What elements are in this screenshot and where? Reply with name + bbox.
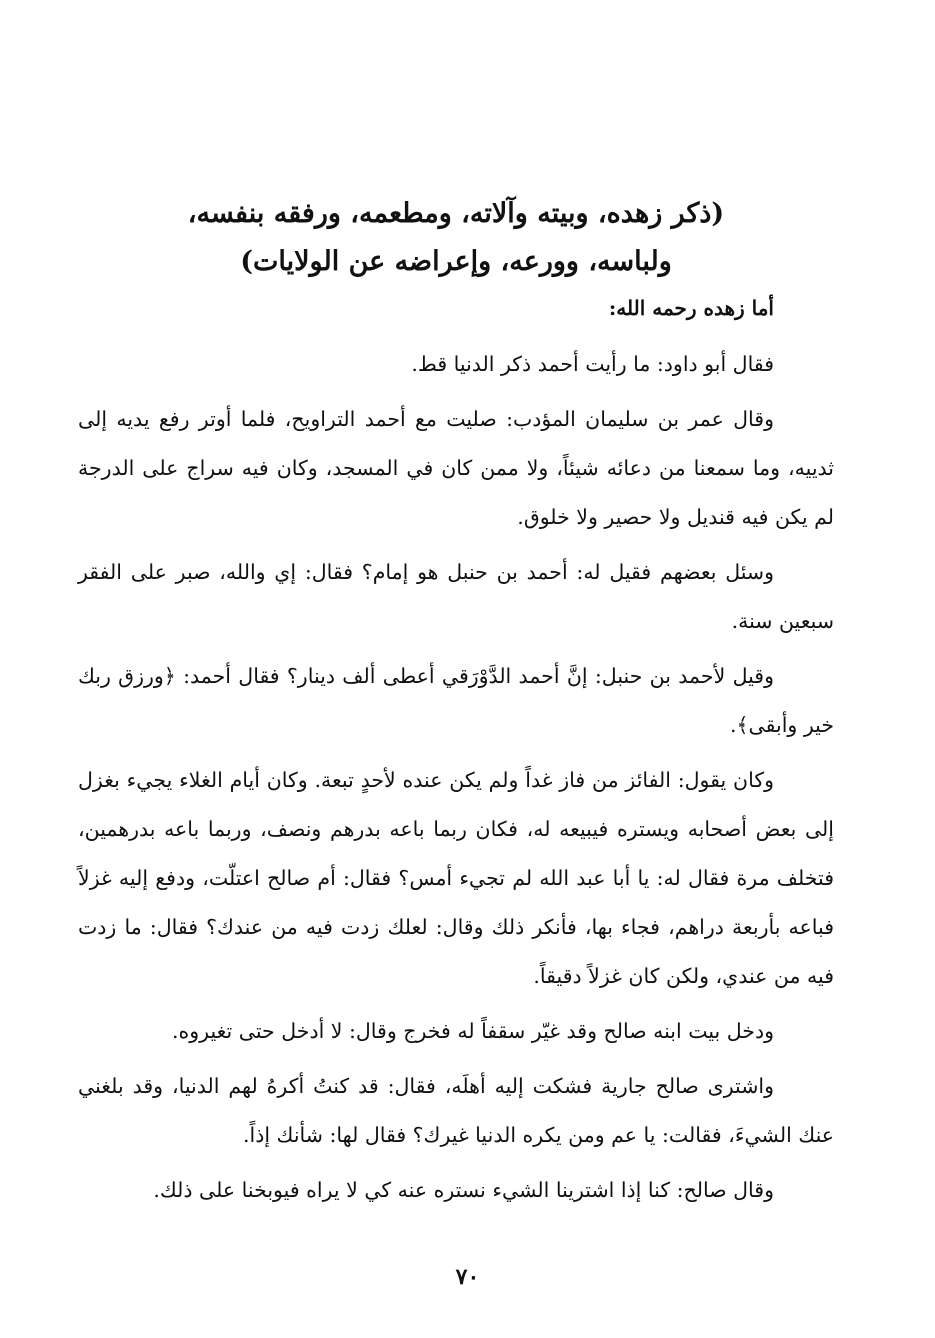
page-body	[78, 190, 834, 1221]
paragraph-5: وكان يقول: الفائز من فاز غداً ولم يكن عنده لأحدٍ تبعة. وكان أيام الغلاء يجيء بغزل إلى بعض أصحابه ويستره فيبيعه له، فكان ربما باعه بدرهم ونصف، وربما باعه بدرهمين، فتخلف مرة فقال له: يا أبا عبد الله لم تجيء أمس؟ فقال: أم صالح اعتلّت، ودفع إليه غزلاً فباعه بأربعة دراهم، فجاء بها، فأنكر ذلك وقال: لعلك زدت فيه من عندك؟ فقال: ما زدت فيه من عندي، ولكن كان غزلاً دقيقاً.	[78, 768, 834, 988]
paragraph-7: واشترى صالح جارية فشكت إليه أهلَه، فقال: قد كنتُ أكرهُ لهم الدنيا، وقد بلغني عنك الشيءَ، فقالت: يا عم ومن يكره الدنيا غيرك؟ فقال لها: شأنك إذاً.	[78, 1074, 834, 1147]
paragraph-4: وقيل لأحمد بن حنبل: إنَّ أحمد الدَّوْرَقي أعطى ألف دينار؟ فقال أحمد: ﴿ورزق ربك خير وأبقى﴾.	[78, 664, 834, 737]
subheading: أما زهده رحمه الله:	[608, 296, 774, 320]
paragraph-3: وسئل بعضهم فقيل له: أحمد بن حنبل هو إمام؟ فقال: إي والله، صبر على الفقر سبعين سنة.	[78, 560, 834, 633]
heading-line-1: (ذكر زهده، وبيته وآلاته، ومطعمه، ورفقه بنفسه،	[187, 198, 725, 229]
heading-line-2: ولباسه، وورعه، وإعراضه عن الولايات)	[240, 246, 672, 277]
paragraph-1: فقال أبو داود: ما رأيت أحمد ذكر الدنيا قط.	[411, 352, 774, 376]
page-number: ٧٠	[455, 1264, 480, 1290]
paragraph-6: ودخل بيت ابنه صالح وقد غيّر سقفاً له فخرج وقال: لا أدخل حتى تغيروه.	[172, 1019, 774, 1043]
paragraph-8: وقال صالح: كنا إذا اشترينا الشيء نستره عنه كي لا يراه فيوبخنا على ذلك.	[153, 1178, 774, 1202]
paragraph-2: وقال عمر بن سليمان المؤدب: صليت مع أحمد التراويح، فلما أوتر رفع يديه إلى ثدييه، وما سمعنا من دعائه شيئاً، ولا ممن كان في المسجد، وكان فيه سراج على الدرجة لم يكن فيه قنديل ولا حصير ولا خلوق.	[78, 407, 834, 529]
section-heading	[78, 190, 834, 286]
